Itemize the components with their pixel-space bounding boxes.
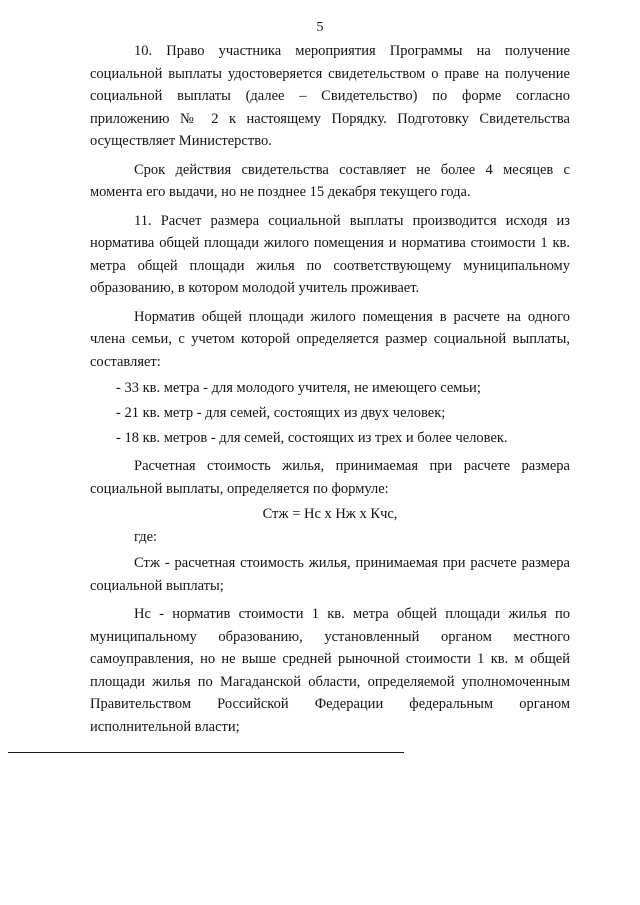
list-item: - 18 кв. метров - для семей, состоящих из трех и более человек. xyxy=(116,430,508,446)
definition-ns: Нс - норматив стоимости 1 кв. метра общей площади жилья по муниципальному образованию, установленный органом местного самоуправления, но не выше средней рыночной стоимости 1 кв. м общей площади жилья по Магаданской области, определяемой уполномоченным Правительством Российской Федерации федеральным органом исполнительной власти; xyxy=(90,606,570,735)
list-item: - 33 кв. метра - для молодого учителя, не имеющего семьи; xyxy=(116,380,481,396)
area-norms-list xyxy=(90,376,570,451)
formula: Стж = Нс х Нж х Кчс, xyxy=(262,506,398,522)
paragraph-area-norm: Норматив общей площади жилого помещения в расчете на одного члена семьи, с учетом которой определяется размер социальной выплаты, составляет: xyxy=(90,308,570,370)
definition-stzh: Стж - расчетная стоимость жилья, принимаемая при расчете размера социальной выплаты; xyxy=(90,555,570,594)
paragraph-10-certificate: 10. Право участника мероприятия Программы на получение социальной выплаты удостоверяется свидетельством о праве на получение социальной выплаты (далее – Свидетельство) по форме согласно приложению № 2 к настоящему Порядку. Подготовку Свидетельства осуществляет Министерство. xyxy=(90,43,570,149)
list-item: - 21 кв. метр - для семей, состоящих из двух человек; xyxy=(116,405,446,421)
where-label: где: xyxy=(134,528,158,545)
document-body xyxy=(90,40,570,744)
page-number: 5 xyxy=(316,20,324,35)
paragraph-11-calculation: 11. Расчет размера социальной выплаты производится исходя из норматива общей площади жилого помещения и норматива стоимости 1 кв. метра общей площади жилья по соответствующему муниципальному образованию, в котором молодой учитель проживает. xyxy=(90,212,570,296)
paragraph-formula-intro: Расчетная стоимость жилья, принимаемая при расчете размера социальной выплаты, определяется по формуле: xyxy=(90,458,570,497)
footnote-divider xyxy=(8,752,404,753)
paragraph-certificate-validity: Срок действия свидетельства составляет не более 4 месяцев с момента его выдачи, но не позднее 15 декабря текущего года. xyxy=(90,161,570,200)
